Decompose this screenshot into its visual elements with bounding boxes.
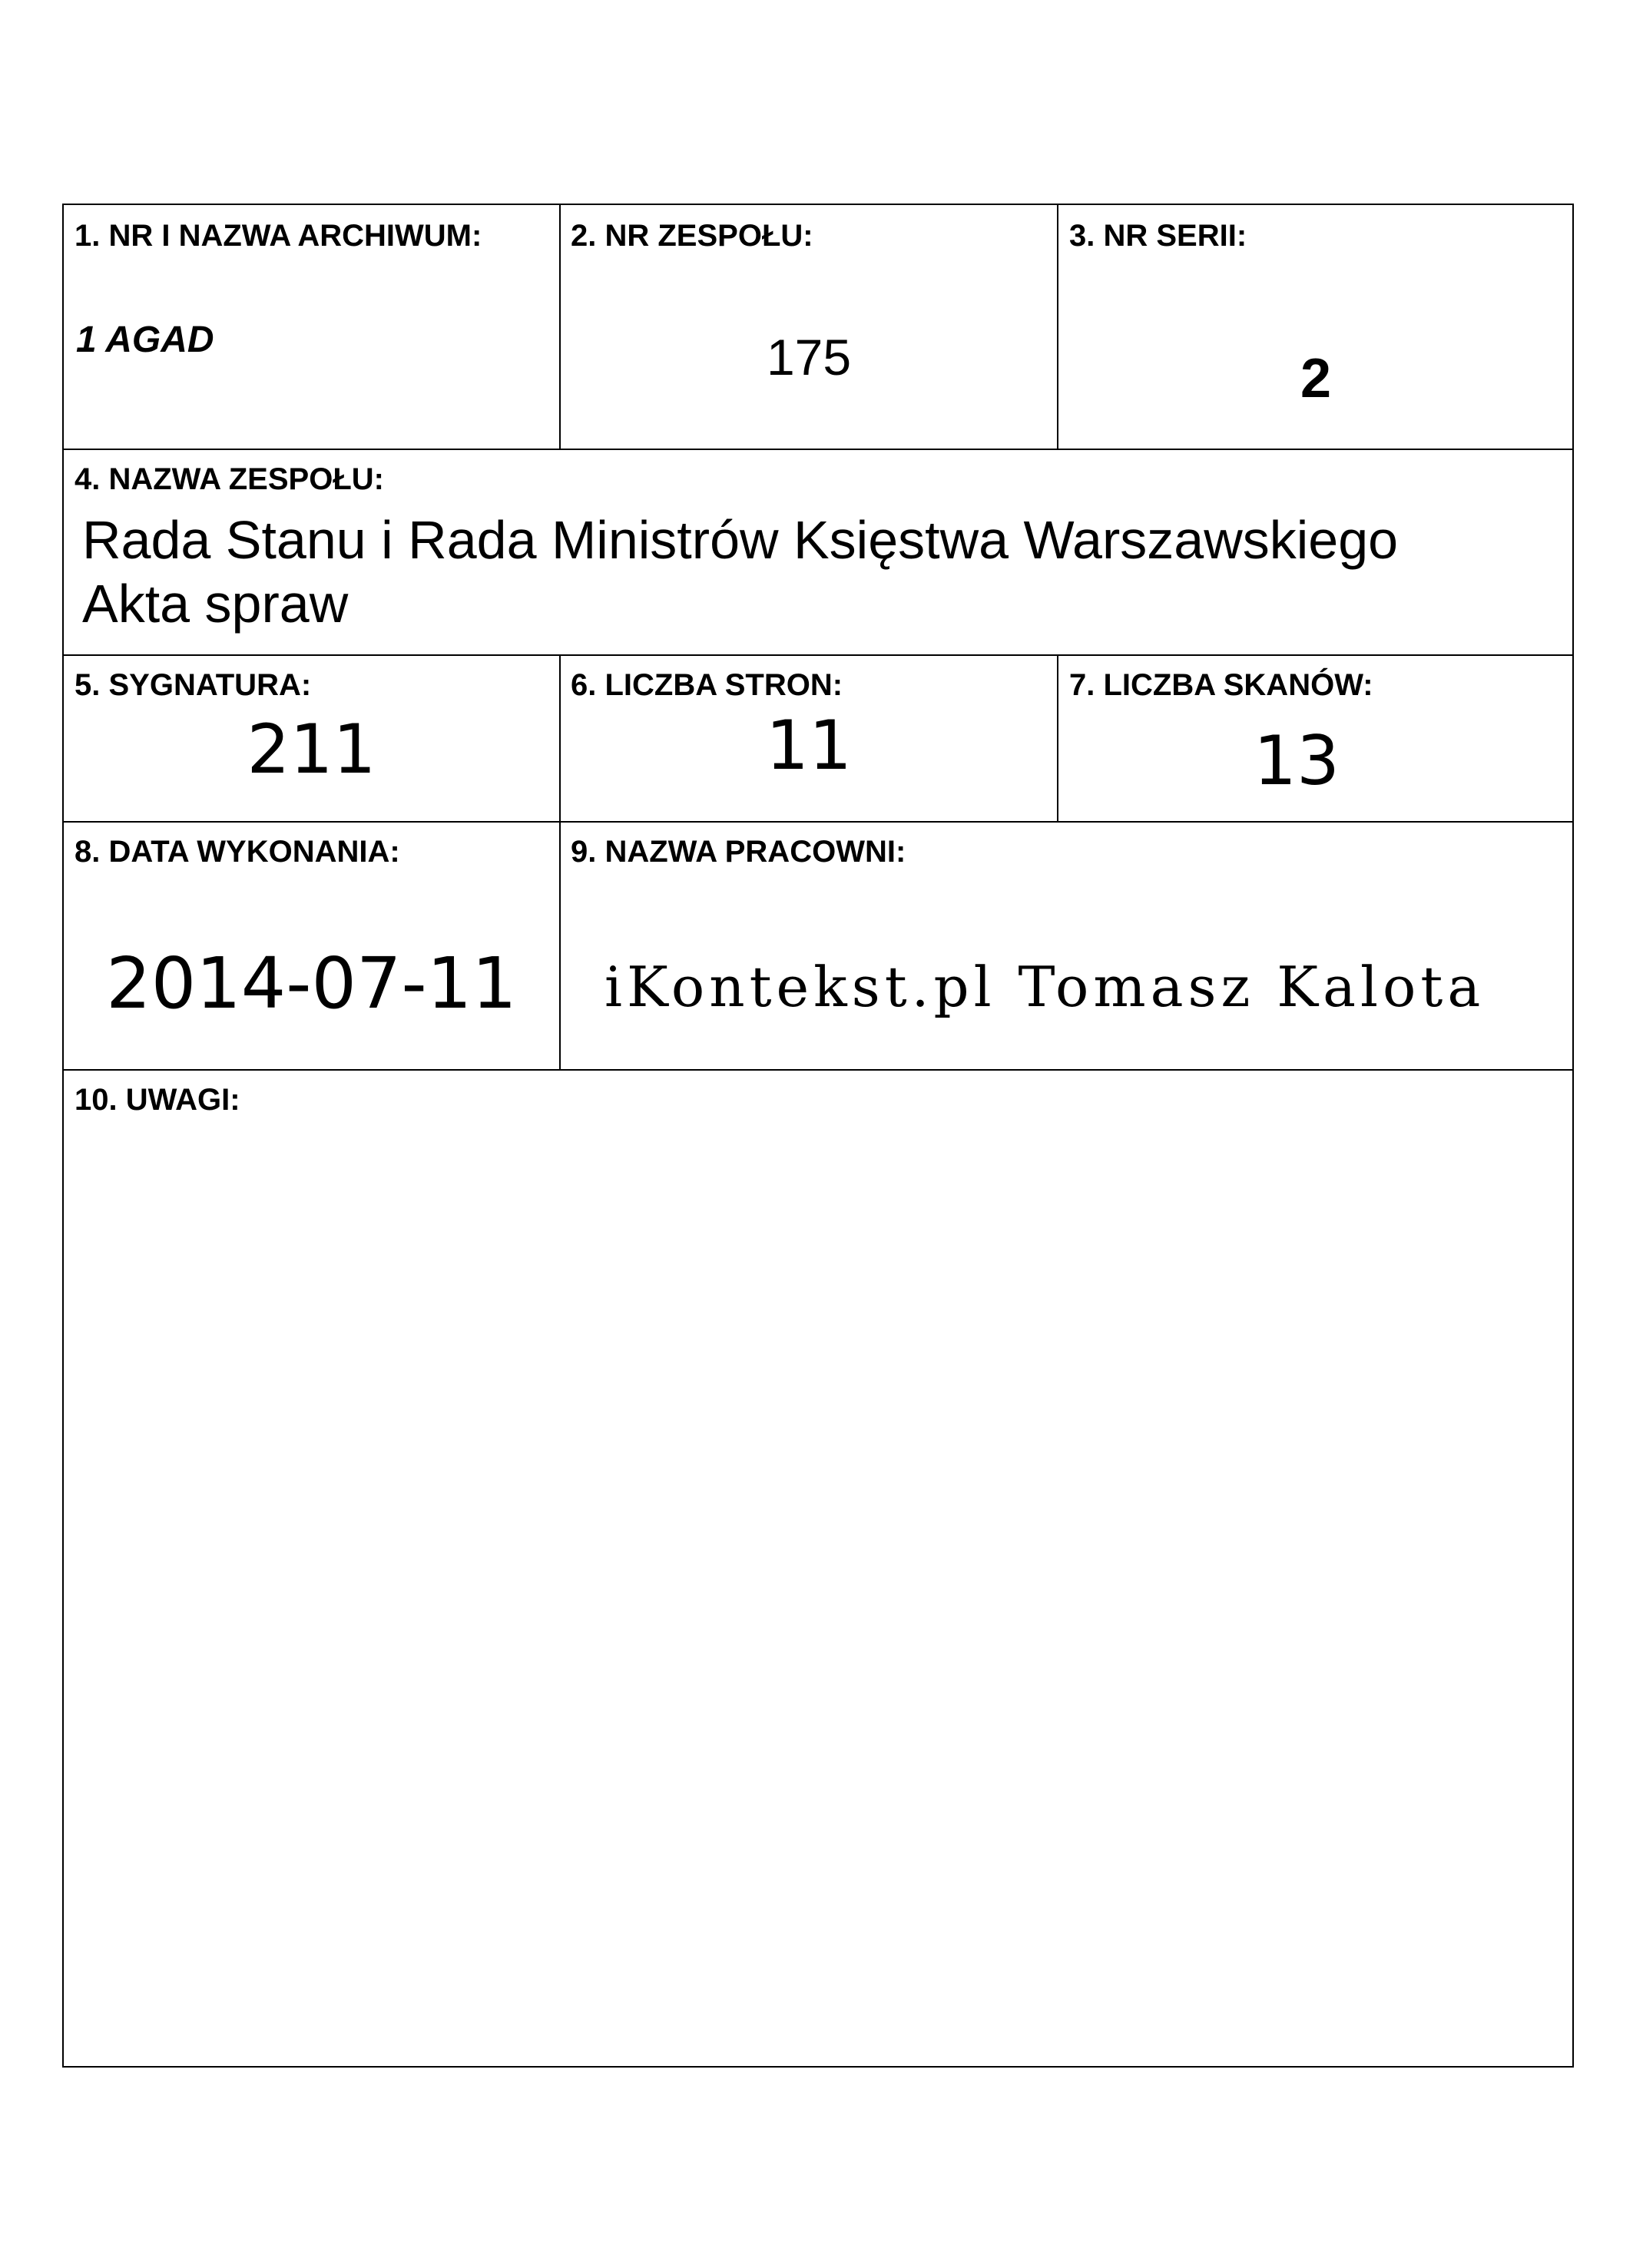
column-divider bbox=[1057, 205, 1058, 450]
series-number-label: 3. NR SERII: bbox=[1069, 219, 1247, 253]
archive-label: 1. NR I NAZWA ARCHIWUM: bbox=[75, 219, 482, 253]
date-value: 2014-07-11 bbox=[106, 942, 517, 1025]
column-divider bbox=[559, 821, 561, 1071]
archive-value: 1 AGAD bbox=[76, 320, 214, 360]
archive-metadata-form bbox=[62, 204, 1574, 2068]
scan-count-value: 13 bbox=[1254, 721, 1340, 800]
date-label: 8. DATA WYKONANIA: bbox=[75, 835, 400, 869]
page-count-value: 11 bbox=[766, 706, 852, 785]
row-divider bbox=[64, 654, 1572, 656]
signature-label: 5. SYGNATURA: bbox=[75, 668, 312, 702]
lab-name-label: 9. NAZWA PRACOWNI: bbox=[571, 835, 906, 869]
row-divider bbox=[64, 1069, 1572, 1071]
scan-count-label: 7. LICZBA SKANÓW: bbox=[1069, 668, 1373, 702]
row-divider bbox=[64, 449, 1572, 450]
fonds-name-line2: Akta spraw bbox=[82, 574, 349, 634]
lab-name-value: iKontekst.pl Tomasz Kalota bbox=[605, 955, 1486, 1019]
fonds-name-line1: Rada Stanu i Rada Ministrów Księstwa Warszawskiego bbox=[82, 510, 1399, 570]
page-count-label: 6. LICZBA STRON: bbox=[571, 668, 843, 702]
series-number-value: 2 bbox=[1300, 348, 1332, 409]
row-divider bbox=[64, 821, 1572, 823]
fonds-number-value: 175 bbox=[766, 329, 852, 386]
fonds-name-label: 4. NAZWA ZESPOŁU: bbox=[75, 462, 384, 496]
column-divider bbox=[559, 205, 561, 450]
remarks-label: 10. UWAGI: bbox=[75, 1083, 240, 1117]
signature-value: 211 bbox=[247, 710, 376, 789]
fonds-number-label: 2. NR ZESPOŁU: bbox=[571, 219, 813, 253]
